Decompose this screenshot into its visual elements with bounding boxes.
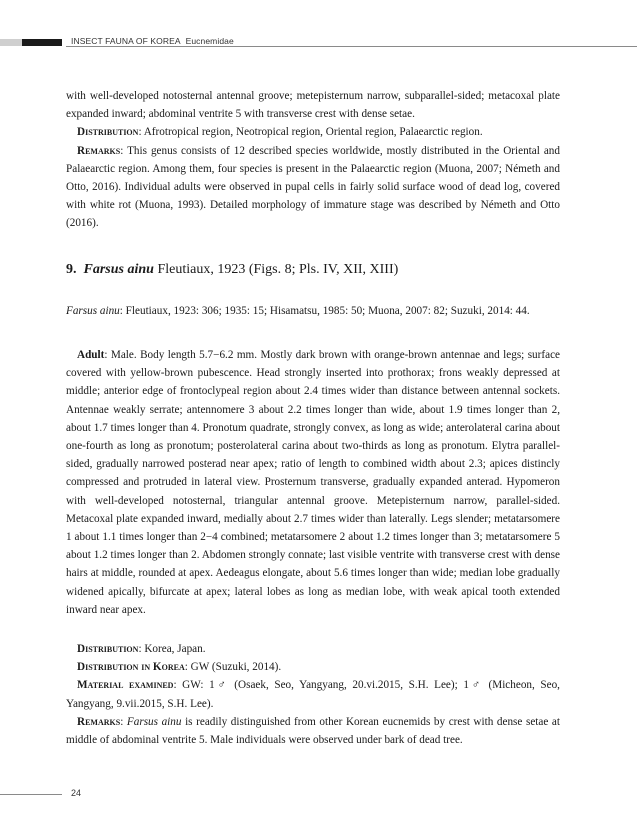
synonymy	[66, 302, 560, 320]
footer-rule	[0, 794, 62, 795]
running-header	[71, 36, 234, 46]
genus-diagnosis-continuation: with well-developed notosternal antennal groove; metepisternum narrow, subparallel-sided; metacoxal plate expanded inward; abdominal ventrite 5 with transverse crest with dense setae.	[66, 90, 560, 121]
species-distribution-text: : Korea, Japan.	[138, 643, 206, 655]
genus-remarks-label: Remarks	[77, 144, 121, 157]
species-distribution-label: Distribution	[77, 643, 139, 655]
species-number: 9.	[66, 262, 77, 277]
synonymy-text: : Fleutiaux, 1923: 306; 1935: 15; Hisamatsu, 1985: 50; Muona, 2007: 82; Suzuki, 2014: 44.	[119, 305, 530, 317]
distribution-in-korea-label: Distribution in Korea	[77, 661, 185, 674]
header-title: INSECT FAUNA OF KOREA	[71, 36, 181, 46]
species-remarks-text: is readily distinguished from other Korean eucnemids by crest with dense setae at middle of abdominal ventrite 5. Male individuals were observed under bark of dead tree.	[66, 715, 560, 747]
material-examined-label: Material examined	[77, 679, 174, 692]
species-author: Fleutiaux, 1923	[157, 262, 246, 277]
distribution-in-korea	[66, 658, 560, 676]
species-remarks-label: Remarks	[77, 715, 121, 728]
material-examined	[66, 676, 560, 712]
species-distribution	[66, 640, 560, 658]
species-remarks: Remarks: Farsus ainu is readily distinguished from other Korean eucnemids by crest with dense setae at middle of abdominal ventrite 5. Male individuals were observed under bark of dead tree.	[66, 715, 560, 747]
species-remarks-name: Farsus ainu	[126, 715, 182, 728]
genus-section	[66, 87, 560, 233]
distribution-in-korea-text: : GW (Suzuki, 2014).	[184, 661, 282, 674]
species-figures: (Figs. 8; Pls. IV, XII, XIII)	[248, 262, 399, 277]
genus-distribution-text: : Afrotropical region, Neotropical region, Oriental region, Palaearctic region.	[138, 126, 483, 139]
page-number: 24	[71, 788, 82, 798]
species-name: Farsus ainu	[83, 262, 154, 277]
material-examined-text: : GW: 1♂ (Osaek, Seo, Yangyang, 20.vi.2015, S.H. Lee); 1♂ (Micheon, Seo, Yangyang, 9.vii.2015, S.H. Lee).	[66, 679, 560, 710]
adult-text: : Male. Body length 5.7−6.2 mm. Mostly dark brown with orange-brown antennae and legs; surface covered with yellow-brown pubescence. Head strongly inserted into prothorax; frons weakly depressed at middle; anterior edge of frontoclypeal region about 2.4 times wider than distance between antennal sockets. Antennae weakly serrate; antennomere 3 about 2.2 times longer than wide, about 1.9 times longer than 2, about 1.7 times longer than 4. Pronotum quadrate, strongly convex, as long as wide; anterolateral carina about one-fourth as long as pronotum; posterolateral carina about two-thirds as long as pronotum. Elytra parallel-sided, gradually narrowed posterad near apex; ratio of length to combined width about 2.3; apices distincly compressed and protruded in lateral view. Prosternum transverse, gradually expanded anterad. Hypomeron with well-developed notosternal, triangular antennal groove. Metepisternum narrow, parallel-sided. Metacoxal plate expanded inward, medially about 2.7 times wider than laterally. Legs slender; metatarsomere 1 about 1.1 times longer than 2−4 combined; metatarsomere 2 about 1.2 times longer than 3; metatarsomere 5 about 1.2 times longer than 2. Abdomen strongly connate; last visible ventrite with transverse crest with dense hairs at middle, rounded at apex. Aedeagus elongate, about 5.6 times longer than wide; median lobe gradually widened apically, bifurcate at apex; lateral lobes as long as median lobe, with weak apical tooth extended inward near apex.	[66, 349, 560, 616]
genus-distribution	[66, 123, 560, 141]
genus-distribution-label: Distribution	[77, 126, 139, 139]
genus-remarks-text: : This genus consists of 12 described species worldwide, mostly distributed in the Oriental and Palaearctic region. Among them, four species is present in the Palaearctic region (Muona, 2007; Németh and Otto, 2016). Individual adults were observed in pupal cells in fairly solid surface wood of dead log, covered with white rot (Muona, 1993). Detailed morphology of immature stage was described by Németh and Otto (2016).	[66, 144, 560, 230]
species-notes	[66, 640, 560, 749]
header-family: Eucnemidae	[185, 36, 234, 46]
header-bar-dark	[22, 39, 62, 46]
genus-remarks	[66, 142, 560, 233]
header-rule	[66, 46, 637, 47]
header-bar-light	[0, 39, 22, 46]
species-heading	[66, 262, 398, 278]
adult-description	[66, 346, 560, 619]
synonymy-name: Farsus ainu	[66, 305, 120, 317]
adult-label: Adult	[77, 349, 105, 361]
